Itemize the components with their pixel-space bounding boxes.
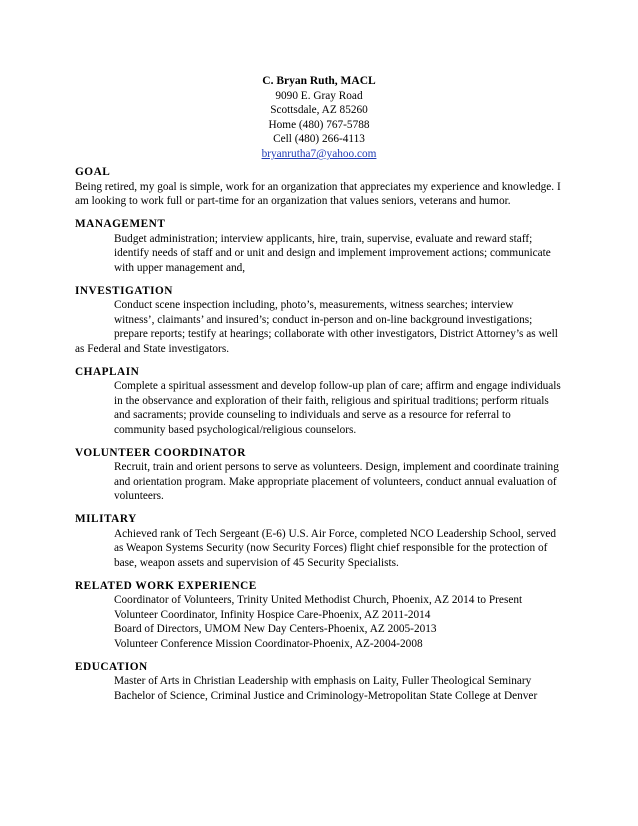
resume-body [75,165,565,712]
section-title-military: MILITARY [75,513,137,525]
chaplain-line: and sacraments; provide counseling to individuals and serve as a resource for referral to [114,409,511,421]
section-title-chaplain: CHAPLAIN [75,365,140,378]
section-management [75,217,565,275]
military-text [75,527,565,571]
goal-line: am looking to work full or part-time for an organization that values seniors, veterans and humor. [75,195,511,207]
section-title-related: RELATED WORK EXPERIENCE [75,579,257,592]
military-line: as Weapon Systems Security (now Security Forces) flight chief responsible for the protection of [114,542,548,554]
management-line: identify needs of staff and or unit and design and implement improvement actions; communicate [114,247,551,259]
investigation-line: prepare reports; testify at hearings; collaborate with other investigators, District Attorney’s as well [114,328,558,340]
volunteer-text [75,460,565,504]
related-line: Board of Directors, UMOM New Day Centers-Phoenix, AZ 2005-2013 [114,623,437,635]
management-line: with upper management and, [114,261,246,274]
investigation-text [75,298,565,342]
investigation-continuation: as Federal and State investigators. [75,342,230,355]
home-phone: Home (480) 767-5788 [268,118,370,131]
chaplain-line: in the observance and exploration of their faith, religious and spiritual traditions; perform rituals [114,394,549,407]
related-text [75,593,565,651]
military-line: Achieved rank of Tech Sergeant (E-6) U.S. Air Force, completed NCO Leadership School, served [114,527,557,540]
email-link[interactable]: bryanrutha7@yahoo.com [261,147,377,160]
management-line: Budget administration; interview applicants, hire, train, supervise, evaluate and reward staff; [114,232,533,245]
section-title-goal: GOAL [75,166,111,178]
management-text [75,232,565,276]
education-line: Bachelor of Science, Criminal Justice and Criminology-Metropolitan State College at Denver [114,689,538,702]
section-goal [75,165,565,209]
section-investigation [75,284,565,357]
chaplain-line: Complete a spiritual assessment and develop follow-up plan of care; affirm and engage individuals [114,380,561,392]
section-title-education: EDUCATION [75,660,148,673]
address-street: 9090 E. Gray Road [275,89,363,102]
section-related-work [75,579,565,652]
investigation-line: Conduct scene inspection including, photo’s, measurements, witness searches; interview [114,299,514,311]
education-line: Master of Arts in Christian Leadership with emphasis on Laity, Fuller Theological Seminary [114,675,532,687]
volunteer-line: and orientation program. Make appropriate placement of volunteers, conduct annual evaluation of [114,475,557,488]
section-title-management: MANAGEMENT [75,218,166,230]
section-volunteer-coordinator [75,446,565,504]
education-text [75,674,565,703]
section-chaplain [75,365,565,438]
chaplain-text [75,379,565,437]
goal-line: Being retired, my goal is simple, work for an organization that appreciates my experience and knowledge. I [75,180,561,193]
address-city: Scottsdale, AZ 85260 [270,104,368,117]
candidate-name: C. Bryan Ruth, MACL [262,75,376,87]
section-education [75,660,565,704]
related-line: Coordinator of Volunteers, Trinity United Methodist Church, Phoenix, AZ 2014 to Present [114,594,523,606]
section-title-volunteer: VOLUNTEER COORDINATOR [75,446,246,459]
volunteer-line: Recruit, train and orient persons to serve as volunteers. Design, implement and coordinate training [114,461,559,473]
volunteer-line: volunteers. [114,490,164,502]
related-line: Volunteer Coordinator, Infinity Hospice Care-Phoenix, AZ 2011-2014 [114,608,431,621]
goal-text [75,180,565,209]
chaplain-line: community based psychological/religious counselors. [114,423,357,436]
section-title-investigation: INVESTIGATION [75,284,173,297]
section-military [75,512,565,570]
related-line: Volunteer Conference Mission Coordinator-Phoenix, AZ-2004-2008 [114,637,423,650]
contact-header [0,74,638,162]
cell-phone: Cell (480) 266-4113 [273,133,365,146]
military-line: base, weapon assets and supervision of 45 Security Specialists. [114,556,399,569]
investigation-line: witness’, claimants’ and insured’s; conduct in-person and on-line background investigations; [114,313,533,326]
